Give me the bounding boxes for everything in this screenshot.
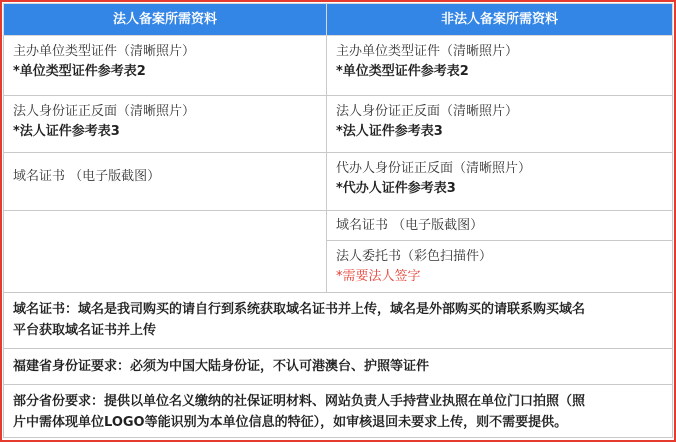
legal-domain-cert-label: 域名证书 （电子版截图） xyxy=(13,169,161,184)
legal-empty-cell xyxy=(4,211,327,293)
fujian-id-note xyxy=(4,349,673,385)
agent-id-label: 代办人身份证正反面（清晰照片） xyxy=(336,161,532,176)
nonlegal-domain-cert-cell xyxy=(327,211,673,241)
legal-unit-type-cell xyxy=(4,36,327,96)
nonlegal-legal-id-label: 法人身份证正反面（清晰照片） xyxy=(336,104,519,119)
nonlegal-unit-type-label: 主办单位类型证件（清晰照片） xyxy=(336,44,519,59)
province-requirements-line2: 片中需体现单位LOGO等能识别为本单位信息的特征），如审核退回未要求上传，则不需要提供。 xyxy=(13,415,568,430)
legal-id-cell xyxy=(4,96,327,153)
province-requirements-note xyxy=(4,385,673,438)
nonlegal-domain-cert-label: 域名证书 （电子版截图） xyxy=(336,217,484,233)
domain-cert-note-line1: 域名证书：域名是我司购买的请自行到系统获取域名证书并上传，域名是外部购买的请联系购买域名 xyxy=(13,302,586,317)
header-non-legal: 非法人备案所需资料 xyxy=(327,4,673,36)
table-row xyxy=(4,385,673,438)
table-row xyxy=(4,211,673,241)
legal-id-ref: *法人证件参考表3 xyxy=(13,124,120,139)
legal-unit-type-label: 主办单位类型证件（清晰照片） xyxy=(13,44,196,59)
table-row xyxy=(4,96,673,153)
domain-cert-note xyxy=(4,293,673,349)
table-row xyxy=(4,36,673,96)
nonlegal-unit-type-cell xyxy=(327,36,673,96)
table-row xyxy=(4,349,673,385)
header-row xyxy=(4,4,673,36)
table-row xyxy=(4,153,673,211)
header-legal: 法人备案所需资料 xyxy=(4,4,327,36)
signature-required-note: *需要法人签字 xyxy=(336,269,421,284)
nonlegal-legal-id-cell xyxy=(327,96,673,153)
power-of-attorney-label: 法人委托书（彩色扫描件） xyxy=(336,249,493,264)
power-of-attorney-cell xyxy=(327,241,673,293)
agent-id-ref: *代办人证件参考表3 xyxy=(336,181,456,196)
table-row xyxy=(4,293,673,349)
legal-id-label: 法人身份证正反面（清晰照片） xyxy=(13,104,196,119)
province-requirements-line1: 部分省份要求：提供以单位名义缴纳的社保证明材料、网站负责人手持营业执照在单位门口拍照（照 xyxy=(13,394,586,409)
legal-domain-cert-cell xyxy=(4,153,327,211)
filing-materials-table xyxy=(3,3,673,438)
domain-cert-note-line2: 平台获取域名证书并上传 xyxy=(13,323,157,338)
agent-id-cell xyxy=(327,153,673,211)
nonlegal-unit-type-ref: *单位类型证件参考表2 xyxy=(336,64,469,79)
legal-unit-type-ref: *单位类型证件参考表2 xyxy=(13,64,146,79)
nonlegal-legal-id-ref: *法人证件参考表3 xyxy=(336,124,443,139)
fujian-id-note-text: 福建省身份证要求：必须为中国大陆身份证，不认可港澳台、护照等证件 xyxy=(13,359,430,374)
